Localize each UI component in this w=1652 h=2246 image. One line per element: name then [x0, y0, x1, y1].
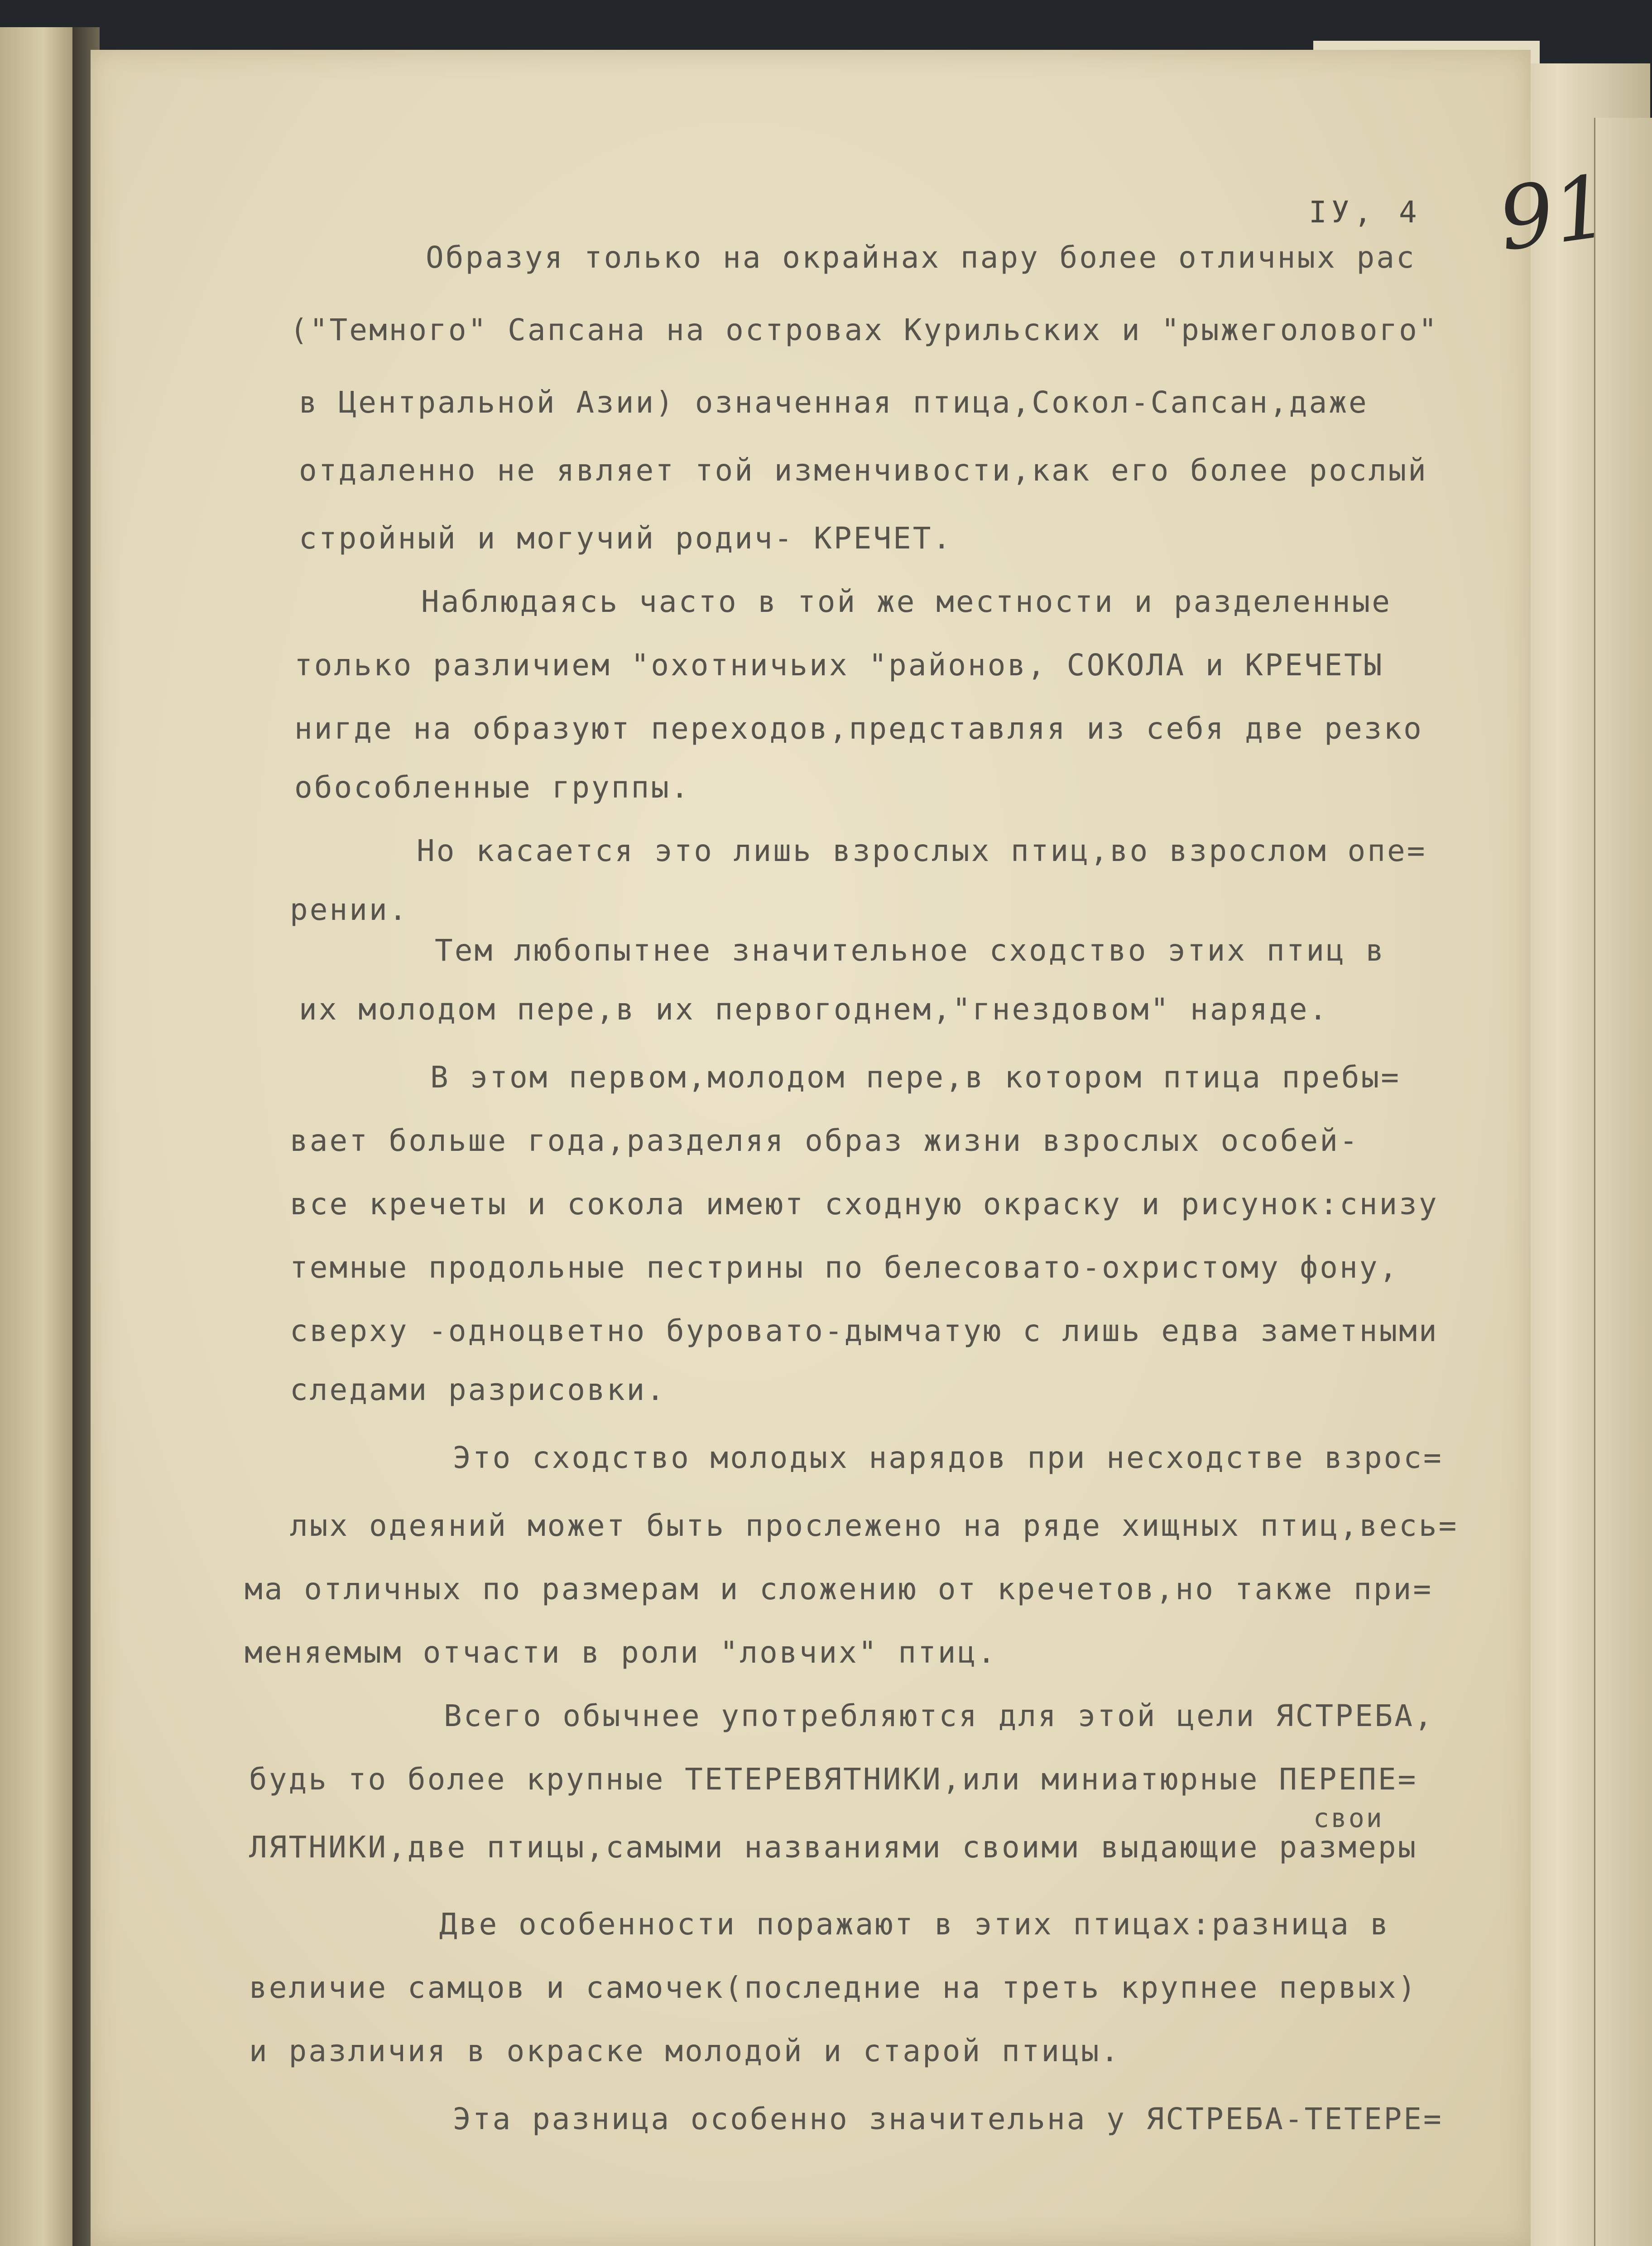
text-line: обособленные группы. — [294, 770, 691, 805]
text-line: сверху -одноцветно буровато-дымчатую с лишь едва заметными — [290, 1313, 1439, 1348]
handwritten-folio-number: 91 — [1492, 156, 1615, 270]
text-line: ма отличных по размерам и сложению от кречетов,но также при= — [245, 1572, 1433, 1606]
text-line: их молодом пере,в их первогоднем,"гнездовом" наряде. — [299, 992, 1329, 1027]
text-line: рении. — [290, 892, 409, 927]
text-line: и различия в окраске молодой и старой птицы. — [249, 2034, 1121, 2068]
text-line: Эта разница особенно значительна у ЯСТРЕБА-ТЕТЕРЕ= — [453, 2102, 1443, 2136]
text-line: все кречеты и сокола имеют сходную окраску и рисунок:снизу — [290, 1187, 1439, 1222]
text-line: только различием "охотничьих "районов, СОКОЛА и КРЕЧЕТЫ — [294, 648, 1384, 683]
text-line: отдаленно не являет той изменчивости,как его более рослый — [299, 453, 1428, 488]
stacked-pages-edge-outer — [1594, 118, 1652, 2246]
text-line: нигде на образуют переходов,представляя из себя две резко — [294, 711, 1423, 746]
text-line: Это сходство молодых нарядов при несходстве взрос= — [453, 1440, 1443, 1475]
text-line: ("Темного" Сапсана на островах Курильских и "рыжеголового" — [290, 313, 1439, 347]
text-line: стройный и могучий родич- КРЕЧЕТ. — [299, 521, 953, 556]
text-line: темные продольные пестрины по белесовато-охристому фону, — [290, 1250, 1399, 1285]
text-line: в Центральной Азии) означенная птица,Сокол-Сапсан,даже — [299, 385, 1369, 420]
text-line: лых одеяний может быть прослежено на ряде хищных птиц,весь= — [290, 1508, 1459, 1543]
text-line: ЛЯТНИКИ,две птицы,самыми названиями своими выдающие размеры — [249, 1830, 1418, 1865]
text-line: величие самцов и самочек(последние на треть крупнее первых) — [249, 1970, 1418, 2005]
text-line: В этом первом,молодом пере,в котором птица пребы= — [430, 1060, 1401, 1095]
interlinear-insertion: свои — [1313, 1803, 1384, 1833]
text-line: Тем любопытнее значительное сходство этих птиц в — [435, 933, 1386, 968]
text-line: Две особенности поражают в этих птицах:разница в — [439, 1907, 1390, 1942]
text-line: Образуя только на окрайнах пару более отличных рас — [426, 240, 1416, 275]
text-line: меняемым отчасти в роли "ловчих" птиц. — [245, 1635, 997, 1670]
text-line: Наблюдаясь часто в той же местности и разделенные — [421, 584, 1392, 619]
typewritten-page — [91, 50, 1615, 2246]
text-line: Всего обычнее употребляются для этой цели ЯСТРЕБА, — [444, 1698, 1434, 1733]
text-line: вает больше года,разделяя образ жизни взрослых особей- — [290, 1123, 1359, 1158]
text-line: следами разрисовки. — [290, 1372, 666, 1407]
left-page-edge — [0, 27, 75, 2246]
text-line: будь то более крупные ТЕТЕРЕВЯТНИКИ,или миниатюрные ПЕРЕПЕ= — [249, 1762, 1418, 1797]
page-number: IУ, 4 — [1309, 195, 1421, 230]
text-line: Но касается это лишь взрослых птиц,во взрослом опе= — [417, 833, 1427, 868]
